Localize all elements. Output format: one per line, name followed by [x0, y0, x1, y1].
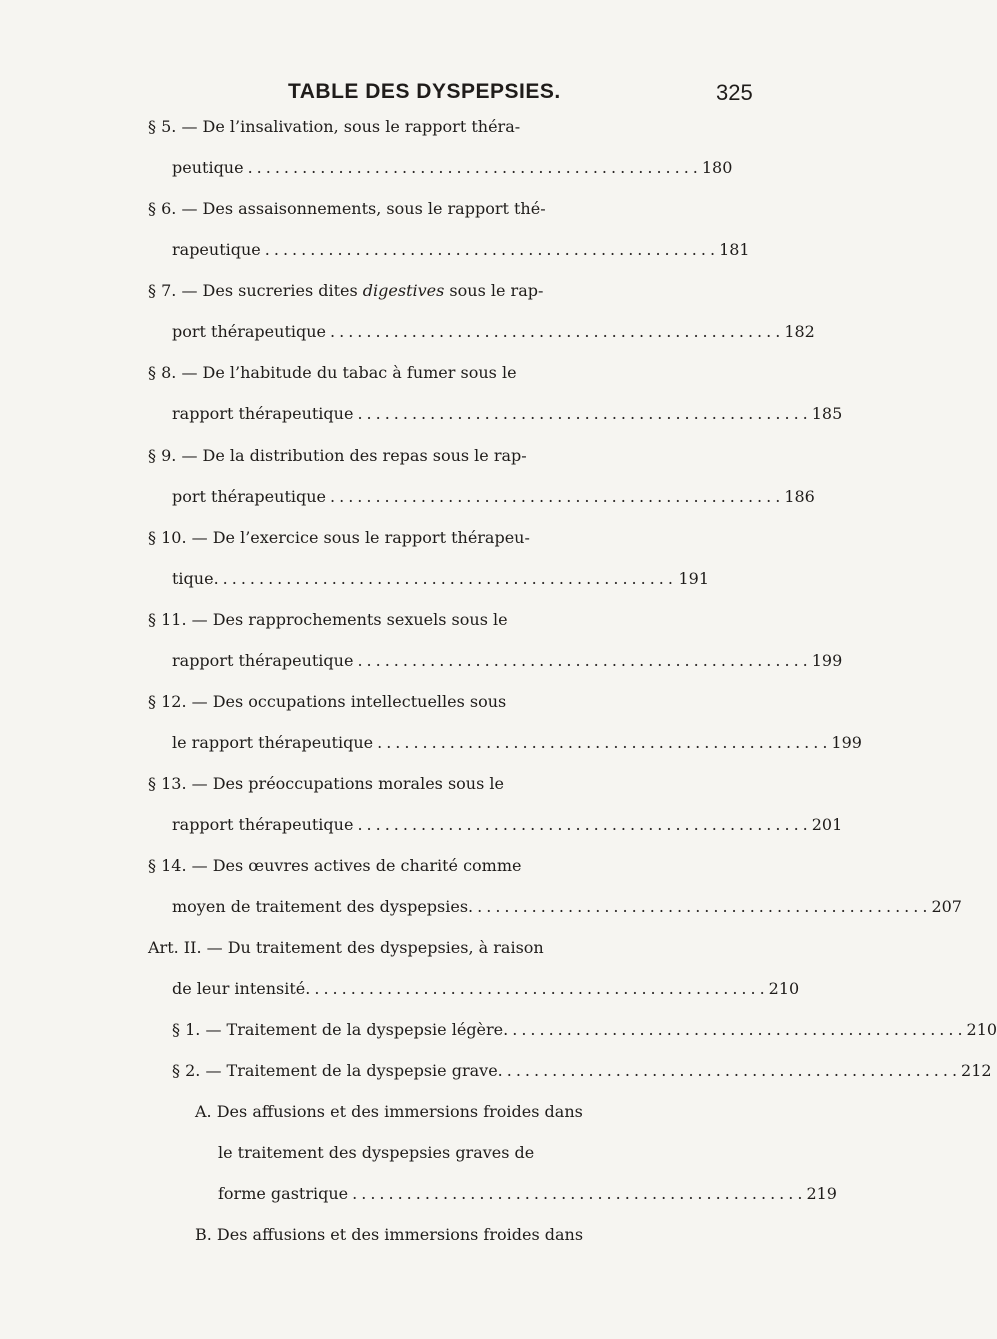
toc-line: le traitement des dyspepsies graves de — [218, 1143, 535, 1162]
toc-line: port thérapeutique .................................................. 182 — [172, 322, 815, 341]
toc-line: rapport thérapeutique .................................................. 185 — [172, 404, 843, 423]
page-ref: 199 — [811, 651, 843, 670]
toc-line: § 13. — Des préoccupations morales sous le — [148, 774, 504, 793]
toc-line: peutique .................................................. 180 — [172, 158, 733, 177]
page-ref: 186 — [784, 487, 815, 506]
toc-line: § 14. — Des œuvres actives de charité comme — [148, 856, 522, 875]
toc-line: § 9. — De la distribution des repas sous le rap- — [148, 446, 527, 465]
page-ref: 201 — [811, 815, 843, 834]
toc-line: § 8. — De l’habitude du tabac à fumer sous le — [148, 363, 517, 382]
page-ref: 207 — [931, 897, 962, 916]
toc-line: de leur intensité. .................................................. 210 — [172, 979, 800, 998]
toc-line: le rapport thérapeutique .................................................. 199 — [172, 733, 862, 752]
page-ref: 182 — [784, 322, 815, 341]
toc-line: § 1. — Traitement de la dyspepsie légère. .................................................. 210 — [172, 1020, 997, 1039]
toc-line: § 10. — De l’exercice sous le rapport thérapeu- — [148, 528, 530, 547]
page-ref: 180 — [701, 158, 733, 177]
page-ref: 219 — [806, 1184, 837, 1203]
toc-line: port thérapeutique .................................................. 186 — [172, 487, 815, 506]
toc-line: § 12. — Des occupations intellectuelles sous — [148, 692, 507, 711]
toc-line: B. Des affusions et des immersions froides dans — [195, 1225, 584, 1244]
page-number: 325 — [716, 80, 753, 105]
toc-line: rapport thérapeutique .................................................. 199 — [172, 651, 843, 670]
page-ref: 199 — [831, 733, 862, 752]
toc-line: § 2. — Traitement de la dyspepsie grave. .................................................. 212 — [172, 1061, 992, 1080]
toc-line: tique. .................................................. 191 — [172, 569, 709, 588]
page-ref: 210 — [966, 1020, 997, 1039]
toc-line: § 7. — Des sucreries dites digestives sous le rap- — [148, 281, 544, 300]
toc-line: moyen de traitement des dyspepsies. .................................................. 207 — [172, 897, 962, 916]
toc-line: § 11. — Des rapprochements sexuels sous le — [148, 610, 508, 629]
toc-line: rapeutique .................................................. 181 — [172, 240, 750, 259]
running-title: TABLE DES DYSPEPSIES. — [288, 80, 561, 103]
page-header — [0, 80, 800, 110]
toc-line: § 5. — De l’insalivation, sous le rapport théra- — [148, 117, 521, 136]
page-ref: 210 — [768, 979, 800, 998]
page-ref: 185 — [811, 404, 843, 423]
toc-line: A. Des affusions et des immersions froides dans — [195, 1102, 583, 1121]
toc-line: forme gastrique .................................................. 219 — [218, 1184, 837, 1203]
toc-line: rapport thérapeutique .................................................. 201 — [172, 815, 843, 834]
page-ref: 191 — [678, 569, 709, 588]
page-ref: 212 — [961, 1061, 992, 1080]
page-ref: 181 — [719, 240, 750, 259]
toc-line: Art. II. — Du traitement des dyspepsies, à raison — [148, 938, 544, 957]
toc-line: § 6. — Des assaisonnements, sous le rapport thé- — [148, 199, 546, 218]
